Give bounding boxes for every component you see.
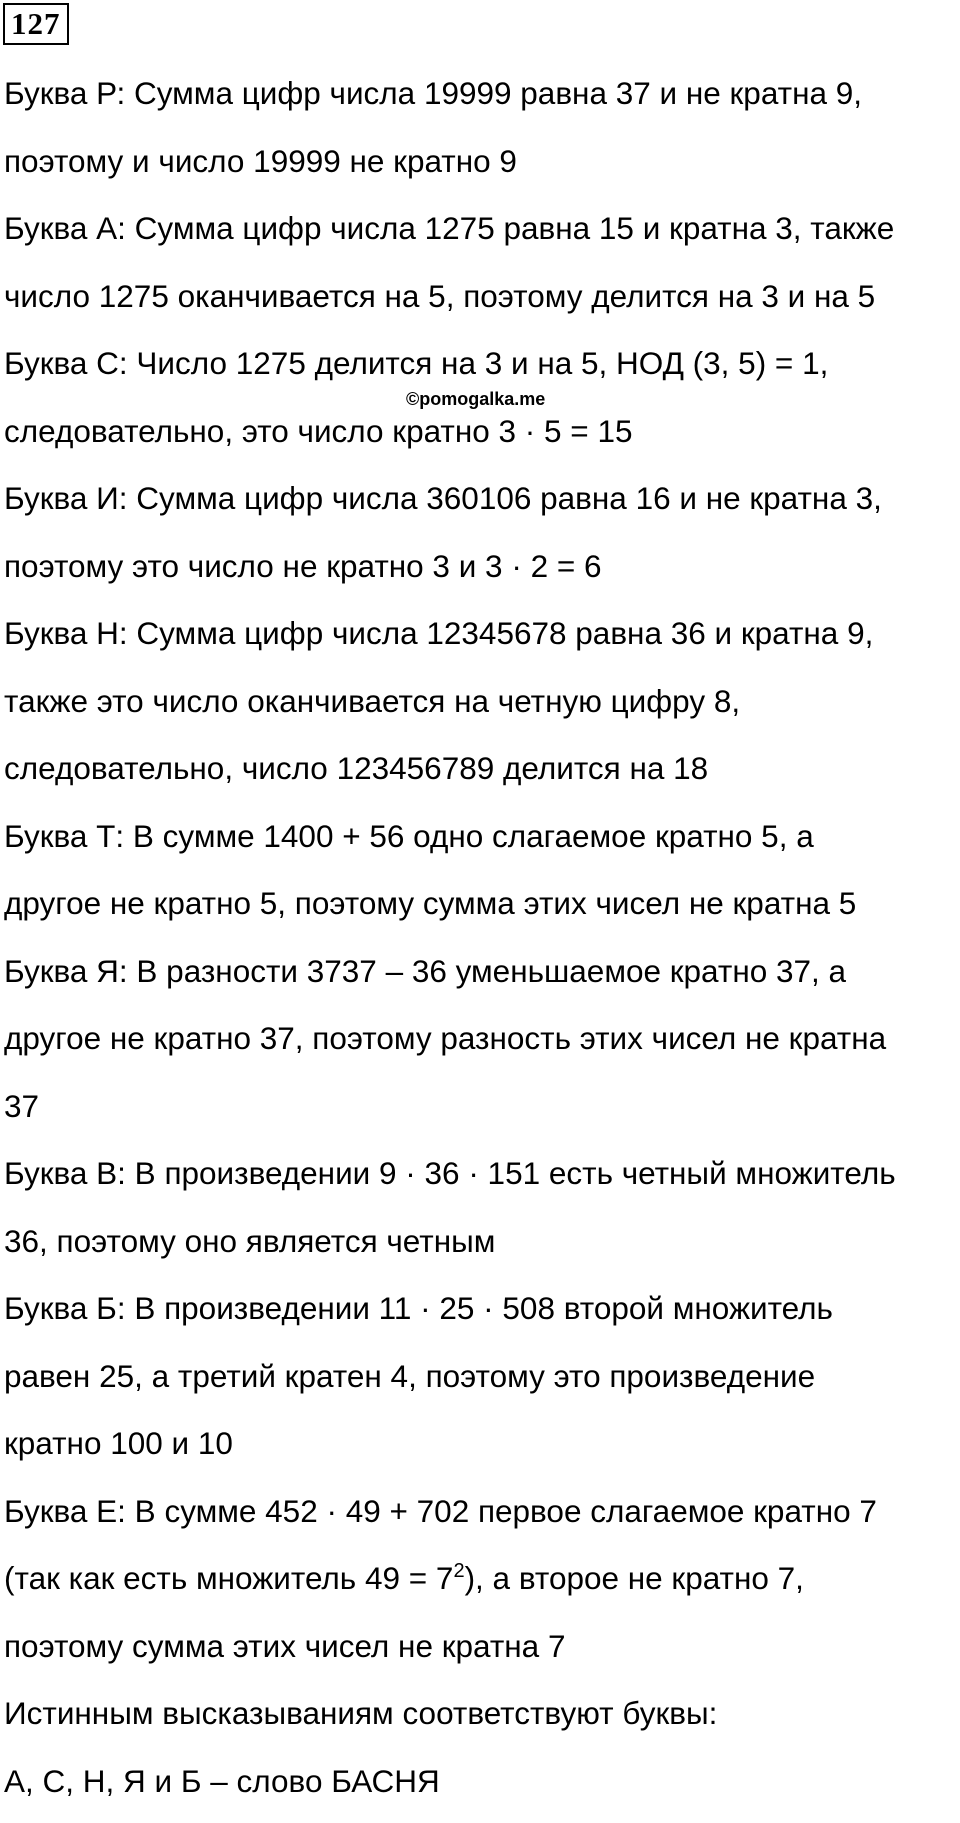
watermark: ©pomogalka.me (406, 389, 545, 410)
problem-number: 127 (3, 3, 69, 45)
text-line: число 1275 оканчивается на 5, поэтому делится на 3 и на 5 (4, 271, 956, 339)
text-line: поэтому это число не кратно 3 и 3 · 2 = 6 (4, 541, 956, 609)
text-line: Буква В: В произведении 9 · 36 · 151 есть четный множитель (4, 1148, 956, 1216)
text-line: другое не кратно 37, поэтому разность этих чисел не кратна (4, 1013, 956, 1081)
text-line: Буква С: Число 1275 делится на 3 и на 5, НОД (3, 5) = 1, (4, 338, 956, 406)
text-line: следовательно, это число кратно 3 · 5 = 15 (4, 406, 956, 474)
solution-text (4, 68, 956, 1823)
text-line: поэтому сумма этих чисел не кратна 7 (4, 1621, 956, 1689)
text-line: другое не кратно 5, поэтому сумма этих чисел не кратна 5 (4, 878, 956, 946)
text-fragment: (так как есть множитель 49 = 7 (4, 1560, 453, 1596)
text-line: Буква Р: Сумма цифр числа 19999 равна 37 и не кратна 9, (4, 68, 956, 136)
text-line: Буква Н: Сумма цифр числа 12345678 равна 36 и кратна 9, (4, 608, 956, 676)
text-line: следовательно, число 123456789 делится на 18 (4, 743, 956, 811)
text-line: Буква И: Сумма цифр числа 360106 равна 16 и не кратна 3, (4, 473, 956, 541)
text-line: 36, поэтому оно является четным (4, 1216, 956, 1284)
text-fragment: ), а второе не кратно 7, (465, 1560, 804, 1596)
text-line: 37 (4, 1081, 956, 1149)
text-line: кратно 100 и 10 (4, 1418, 956, 1486)
text-line: также это число оканчивается на четную цифру 8, (4, 676, 956, 744)
text-line: Буква Т: В сумме 1400 + 56 одно слагаемое кратно 5, а (4, 811, 956, 879)
text-line: Буква А: Сумма цифр числа 1275 равна 15 и кратна 3, также (4, 203, 956, 271)
text-line: Буква Я: В разности 3737 – 36 уменьшаемое кратно 37, а (4, 946, 956, 1014)
text-line: Буква Е: В сумме 452 · 49 + 702 первое слагаемое кратно 7 (4, 1486, 956, 1554)
text-line-with-superscript (4, 1553, 956, 1621)
text-line: А, С, Н, Я и Б – слово БАСНЯ (4, 1756, 956, 1823)
text-line: Истинным высказываниям соответствуют буквы: (4, 1688, 956, 1756)
text-line: Буква Б: В произведении 11 · 25 · 508 второй множитель (4, 1283, 956, 1351)
text-line: поэтому и число 19999 не кратно 9 (4, 136, 956, 204)
superscript-exponent: 2 (453, 1560, 464, 1582)
text-line: равен 25, а третий кратен 4, поэтому это произведение (4, 1351, 956, 1419)
